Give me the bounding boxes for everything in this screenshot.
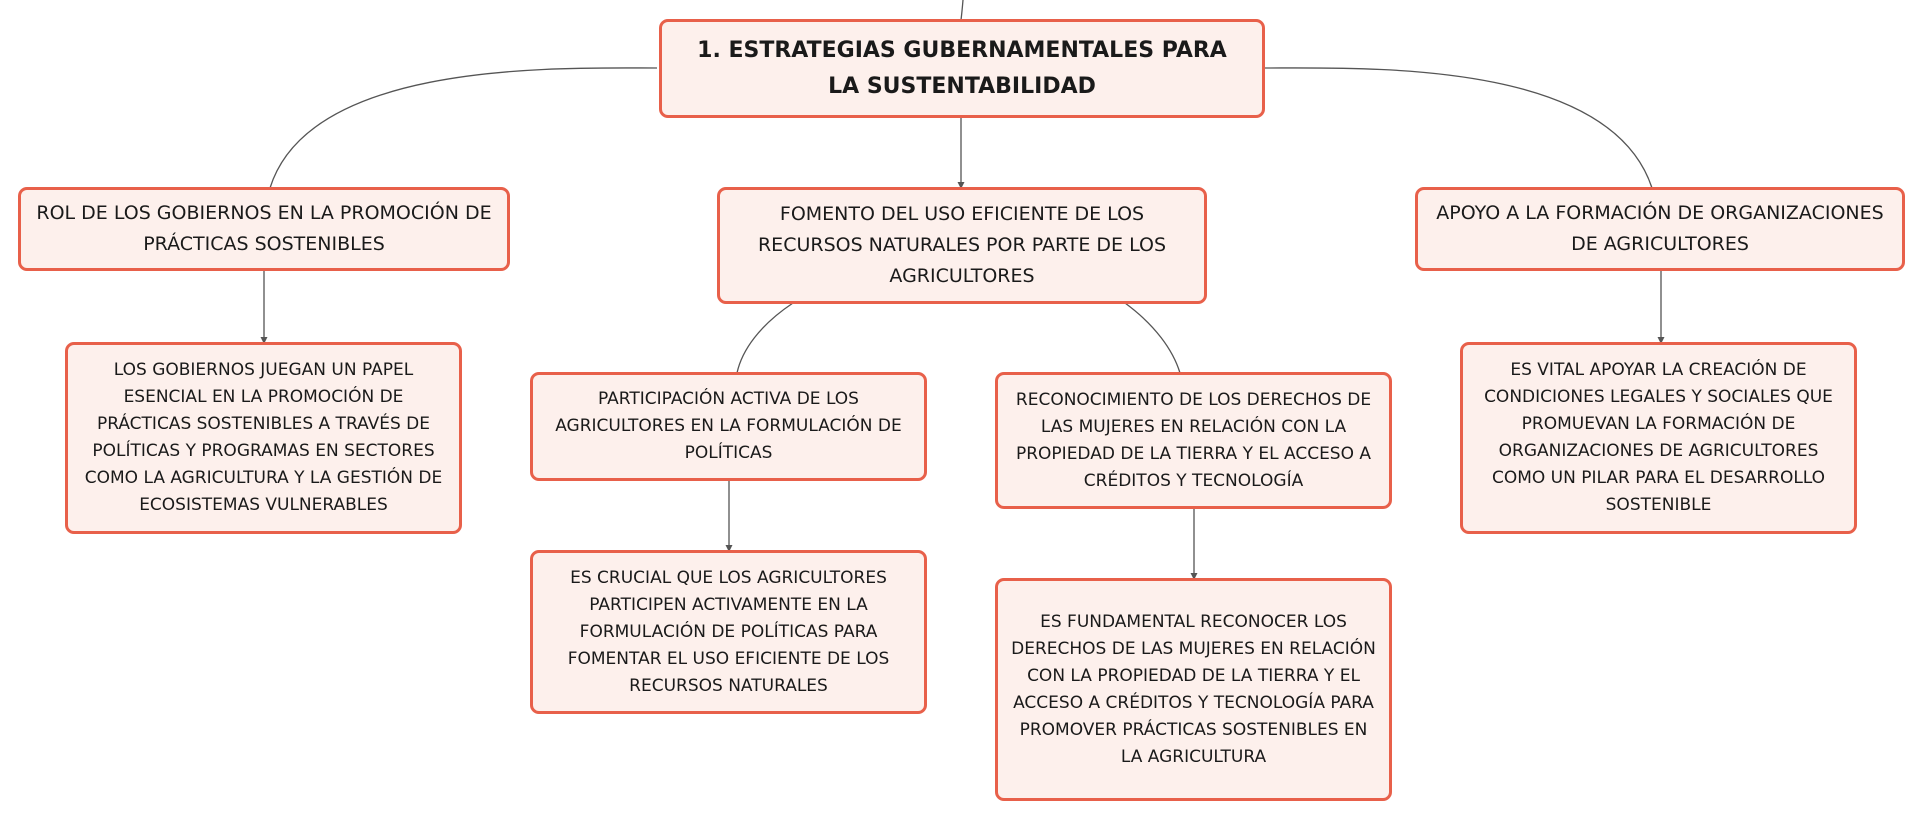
subtopic-reconocimiento-derechos-text: RECONOCIMIENTO DE LOS DERECHOS DE LAS MUJERES EN RELACIÓN CON LA PROPIEDAD DE LA TIERRA Y EL ACCESO A CRÉDITOS Y TECNOLOGÍA xyxy=(1015,389,1372,491)
root-topic-text: 1. ESTRATEGIAS GUBERNAMENTALES PARA LA SUSTENTABILIDAD xyxy=(697,37,1227,99)
topic-apoyo-organizaciones[interactable] xyxy=(1415,187,1905,271)
topic-fomento-uso-eficiente[interactable] xyxy=(717,187,1207,304)
subtopic-participacion-activa-text: PARTICIPACIÓN ACTIVA DE LOS AGRICULTORES EN LA FORMULACIÓN DE POLÍTICAS xyxy=(555,389,902,463)
detail-rol-gobiernos-text: LOS GOBIERNOS JUEGAN UN PAPEL ESENCIAL EN LA PROMOCIÓN DE PRÁCTICAS SOSTENIBLES A TRAVÉS DE POLÍTICAS Y PROGRAMAS EN SECTORES COMO LA AGRICULTURA Y LA GESTIÓN DE ECOSISTEMAS VULNERABLES xyxy=(84,360,443,515)
detail-apoyo-organizaciones[interactable] xyxy=(1460,342,1857,534)
subtopic-reconocimiento-derechos[interactable] xyxy=(995,372,1392,509)
connector-fomento-to-participacion xyxy=(737,303,793,373)
connector-parent-root xyxy=(961,0,963,20)
detail-reconocimiento-derechos-text: ES FUNDAMENTAL RECONOCER LOS DERECHOS DE LAS MUJERES EN RELACIÓN CON LA PROPIEDAD DE LA TIERRA Y EL ACCESO A CRÉDITOS Y TECNOLOGÍA PARA PROMOVER PRÁCTICAS SOSTENIBLES EN LA AGRICULTURA xyxy=(1011,611,1376,767)
connector-root-to-apoyo xyxy=(1263,68,1652,188)
topic-rol-gobiernos-text: ROL DE LOS GOBIERNOS EN LA PROMOCIÓN DE PRÁCTICAS SOSTENIBLES xyxy=(36,202,492,255)
detail-apoyo-organizaciones-text: ES VITAL APOYAR LA CREACIÓN DE CONDICIONES LEGALES Y SOCIALES QUE PROMUEVAN LA FORMACIÓN DE ORGANIZACIONES DE AGRICULTORES COMO UN PILAR PARA EL DESARROLLO SOSTENIBLE xyxy=(1484,360,1833,515)
detail-participacion-activa[interactable] xyxy=(530,550,927,714)
connector-root-to-rol xyxy=(270,68,657,188)
detail-reconocimiento-derechos[interactable] xyxy=(995,578,1392,801)
topic-apoyo-organizaciones-text: APOYO A LA FORMACIÓN DE ORGANIZACIONES DE AGRICULTORES xyxy=(1436,202,1884,255)
topic-rol-gobiernos[interactable] xyxy=(18,187,510,271)
root-topic[interactable] xyxy=(659,19,1265,118)
connector-fomento-to-reconocimiento xyxy=(1125,303,1180,373)
topic-fomento-uso-eficiente-text: FOMENTO DEL USO EFICIENTE DE LOS RECURSOS NATURALES POR PARTE DE LOS AGRICULTORES xyxy=(757,203,1167,287)
subtopic-participacion-activa[interactable] xyxy=(530,372,927,481)
detail-rol-gobiernos[interactable] xyxy=(65,342,462,534)
detail-participacion-activa-text: ES CRUCIAL QUE LOS AGRICULTORES PARTICIPEN ACTIVAMENTE EN LA FORMULACIÓN DE POLÍTICAS PARA FOMENTAR EL USO EFICIENTE DE LOS RECURSOS NATURALES xyxy=(567,567,890,696)
